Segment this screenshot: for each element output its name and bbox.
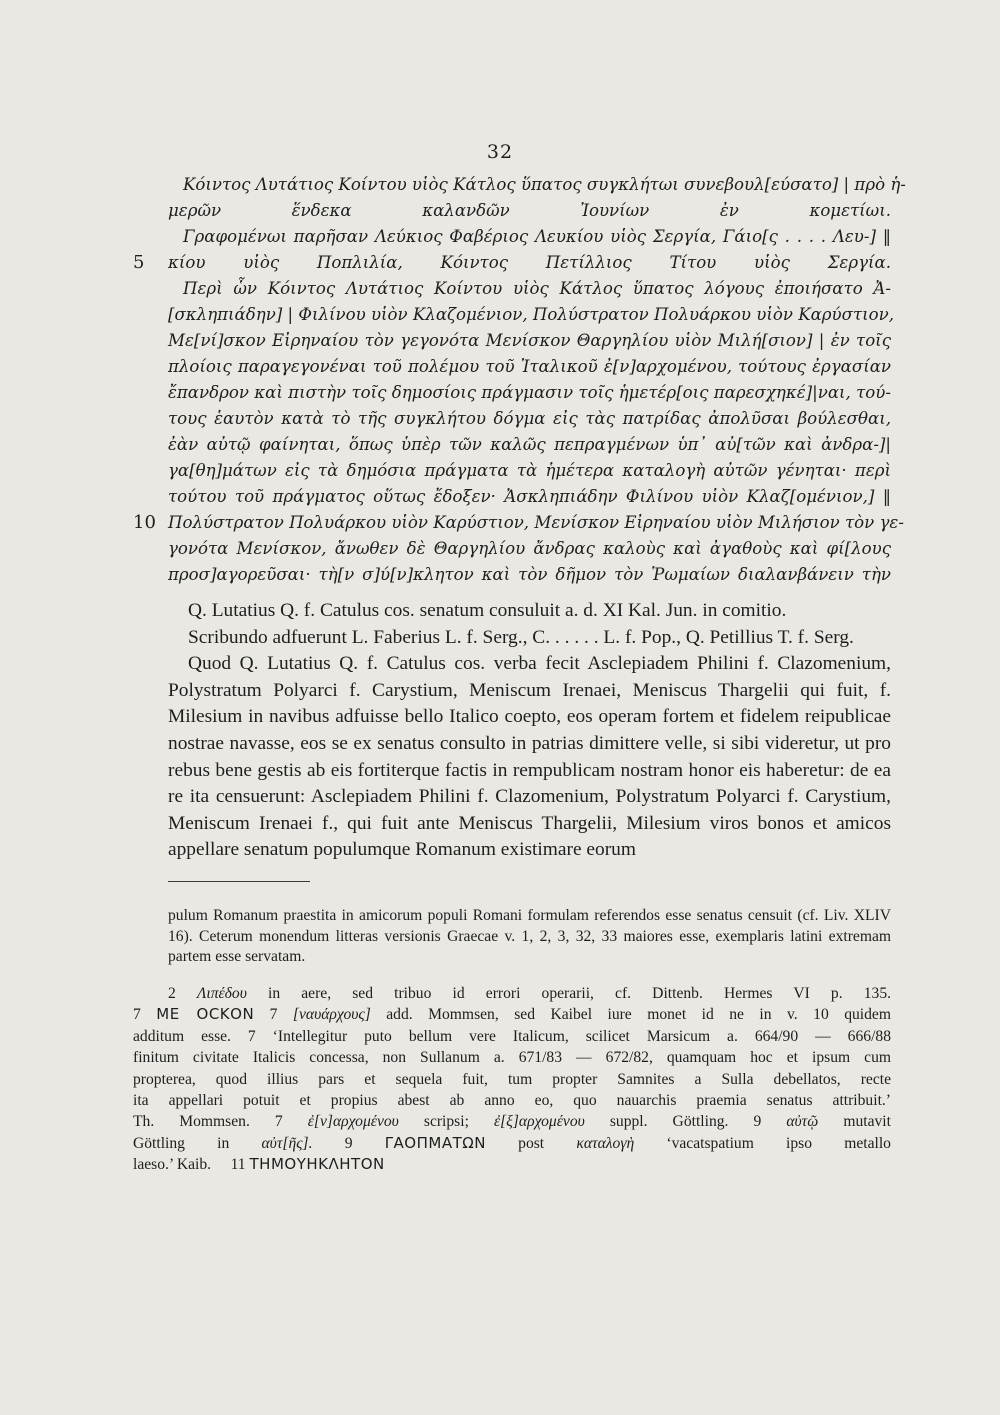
greek-line: 10 Πολύστρατον Πολυάρκου υἱὸν Καρύστιον, Μενίσκον Εἰρηναίου υἱὸν Μιλήσιον τὸν γε- xyxy=(168,510,891,536)
footnote-divider xyxy=(168,881,310,882)
latin-paragraph: Quod Q. Lutatius Q. f. Catulus cos. verba fecit Asclepiadem Philini f. Clazomenium, Polystratum Polyarci f. Carystium, Meniscum Irenaei, Meniscus Thargelii qui fuit, f. Milesium in navibus adfuisse bello Italico coepto, eos operam fortem et fidelem reipublicae nostrae navasse, eos se ex senatus consulto in patrias dimittere velle, si sibi videretur, ut pro rebus bene gestis ab eis fortiterque factis in rempublicam nostram honor eis haberetur: de ea re ita censuerunt: Asclepiadem Philini f. Clazomenium, Polystratum Polyarci f. Carystium, Meniscum Irenaei f., qui fuit ante Meniscus Thargelii, Milesium viros bonos et amicos appellare senatum populumque Romanum existimare eorum xyxy=(168,653,891,861)
apparatus-line: 2 Λιπέδου in aere, sed tribuo id errori operarii, cf. Dittenb. Hermes VI p. 135. xyxy=(168,985,892,1002)
greek-line: τους ἑαυτὸν κατὰ τὸ τῆς συγκλήτου δόγμα εἰς τὰς πατρίδας ἀπολῦσαι βούλεσθαι, xyxy=(168,409,891,428)
greek-line: μερῶν ἕνδεκα καλανδῶν Ἰουνίων ἐν κομετίωι. xyxy=(168,201,891,220)
greek-line: προσ]αγορεῦσαι· τὴ[ν σ]ύ[ν]κλητον καὶ τὸν δῆμον τὸν Ῥωμαίων διαλανβάνειν τὴν xyxy=(168,565,891,584)
greek-inscription-text xyxy=(0,172,1000,588)
page-number: 32 xyxy=(486,141,514,163)
greek-line: Με[νί]σκον Εἰρηναίου τὸν γεγονότα Μενίσκον Θαργηλίου υἱὸν Μιλή[σιον] | ἐν τοῖς xyxy=(168,331,891,350)
greek-line: [σκληπιάδην] | Φιλίνου υἱὸν Κλαζομένιον, Πολύστρατον Πολυάρκου υἱὸν Καρύστιον, xyxy=(168,305,895,324)
latin-translation xyxy=(168,598,891,864)
apparatus-line: ita appellari potuit et propius abest ab anno eo, quo nauarchis praemia senatus attribuit.’ xyxy=(133,1092,891,1110)
apparatus-line: Göttling in αὐτ[ῆς]. 9 ΓΑΟΠΜΑΤΩΝ post καταλογὴ ‘vacatspatium ipso metallo xyxy=(133,1133,891,1152)
apparatus-line: Th. Mommsen. 7 ἐ[ν]αρχομένου scripsi; ἐ[ξ]αρχομένου suppl. Göttling. 9 αὐτῷ mutavit xyxy=(133,1113,891,1131)
line-number: 10 xyxy=(133,512,156,533)
critical-apparatus xyxy=(133,983,891,1176)
apparatus-line: 7 ΜΕ ΟϹΚΟΝ 7 [ναυάρχους] add. Mommsen, sed Kaibel iure monet id ne in v. 10 quidem xyxy=(133,1005,891,1024)
apparatus-line: propterea, quod illius pars et sequela fuit, tum propter Samnites a Sulla debellatos, recte xyxy=(133,1070,891,1088)
line-number: 5 xyxy=(133,252,145,273)
latin-paragraph: Q. Lutatius Q. f. Catulus cos. senatum consuluit a. d. XI Kal. Jun. in comitio. xyxy=(188,600,787,621)
footnote xyxy=(168,906,891,968)
greek-line: τούτου τοῦ πράγματος οὕτως ἔδοξεν· Ἀσκληπιάδην Φιλίνου υἱὸν Κλαζ[ομένιον,] ‖ xyxy=(168,487,891,506)
greek-line: ἔπανδρον καὶ πιστὴν τοῖς δημοσίοις πράγμασιν τοῖς ἡμετέρ[οις παρεσχηκέ]|ναι, τού- xyxy=(168,383,891,402)
greek-line: γονότα Μενίσκον, ἄνωθεν δὲ Θαργηλίου ἄνδρας καλοὺς καὶ ἀγαθοὺς καὶ φί[λους xyxy=(168,539,891,558)
latin-paragraph: Scribundo adfuerunt L. Faberius L. f. Serg., C. . . . . . L. f. Pop., Q. Petillius T. f. Serg. xyxy=(188,626,854,648)
greek-line: ἐὰν αὐτῷ φαίνηται, ὅπως ὑπὲρ τῶν καλῶς πεπραγμένων ὑπ᾽ αὐ[τῶν καὶ ἀνδρα-]| xyxy=(168,435,891,454)
greek-line: γα[θη]μάτων εἰς τὰ δημόσια πράγματα τὰ ἡμέτερα καταλογὴ αὐτῶν γένηται· περὶ xyxy=(168,461,891,480)
greek-line: πλοίοις παραγεγονέναι τοῦ πολέμου τοῦ Ἰταλικοῦ ἐ[ν]αρχομένου, τούτους ἐργασίαν xyxy=(168,357,891,376)
greek-line: Περὶ ὧν Κόιντος Λυτάτιος Κοίντου υἱὸς Κάτλος ὕπατος λόγους ἐποιήσατο Ἀ- xyxy=(183,279,891,298)
greek-line: Κόιντος Λυτάτιος Κοίντου υἱὸς Κάτλος ὕπατος συγκλήτωι συνεβουλ[εύσατο] | πρὸ ἡ- xyxy=(183,175,906,194)
greek-line: 5 κίου υἱὸς Ποπλιλία, Κόιντος Πετίλλιος Τίτου υἱὸς Σεργία. xyxy=(168,250,891,276)
apparatus-line: laeso.’ Kaib. 11 ΤΗΜΟΥΗΚΛΗΤΟΝ xyxy=(133,1155,385,1174)
greek-line: Γραφομένωι παρῆσαν Λεύκιος Φαβέριος Λευκίου υἱὸς Σεργία, Γάιο[ς . . . . Λευ-] ‖ xyxy=(183,227,891,246)
apparatus-line: finitum civitate Italicis concessa, non Sullanum a. 671/83 — 672/82, quamquam hoc et ipsum cum xyxy=(133,1049,891,1067)
apparatus-line: additum esse. 7 ‘Intellegitur puto bellum vere Italicum, scilicet Marsicum a. 664/90 — 666/88 xyxy=(133,1027,891,1045)
footnote-paragraph: pulum Romanum praestita in amicorum populi Romani formulam referendos esse senatus censuit (cf. Liv. XLIV 16). Ceterum monendum litteras versionis Graecae v. 1, 2, 3, 32, 33 maiores esse, exemplaris latini extremam partem esse servatam. xyxy=(168,907,891,966)
